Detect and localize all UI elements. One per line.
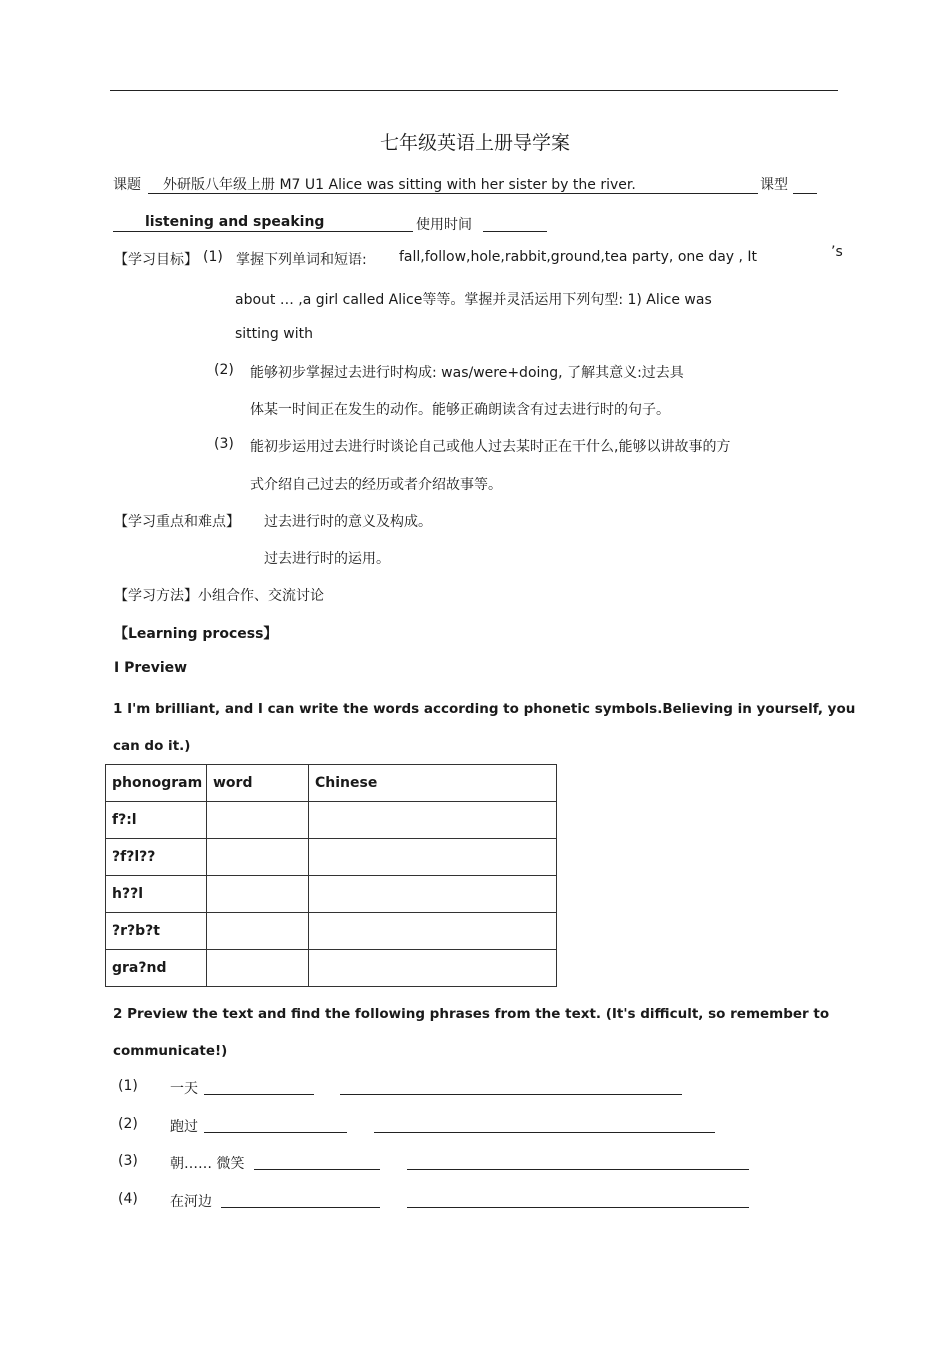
table-cell-word[interactable] <box>207 802 309 839</box>
time-label: 使用时间 <box>416 217 472 233</box>
phrase-blank[interactable] <box>254 1169 380 1170</box>
table-cell-chinese[interactable] <box>309 950 557 987</box>
table-cell-phonogram: h??l <box>106 876 207 913</box>
focus-label: 【学习重点和难点】 <box>114 514 240 530</box>
process-heading: 【Learning process】 <box>114 626 278 642</box>
preview-heading: Ⅰ Preview <box>114 660 188 676</box>
table-cell-phonogram: ?f?l?? <box>106 839 207 876</box>
table-header-row <box>106 765 557 802</box>
table-cell-word[interactable] <box>207 913 309 950</box>
table-cell-phonogram: ?r?b?t <box>106 913 207 950</box>
table-row <box>106 802 557 839</box>
goal2-line2: 体某一时间正在发生的动作。能够正确朗读含有过去进行时的句子。 <box>250 402 670 418</box>
phrase-chinese: 在河边 <box>170 1194 212 1210</box>
goal3-number: (3) <box>214 436 234 452</box>
goal2-number: (2) <box>214 362 234 378</box>
phrase-answer-blank[interactable] <box>407 1207 749 1208</box>
type-value: listening and speaking <box>145 214 325 230</box>
task1-line2: can do it.) <box>113 738 191 754</box>
topic-label: 课题 <box>113 177 141 193</box>
table-cell-word[interactable] <box>207 876 309 913</box>
goals-label: 【学习目标】 <box>114 252 198 268</box>
top-rule <box>110 90 838 91</box>
goal2-line1: 能够初步掌握过去进行时构成: was/were+doing, 了解其意义:过去具 <box>250 365 684 381</box>
table-header-phonogram: phonogram <box>106 765 207 802</box>
type-label: 课型 <box>760 177 788 193</box>
goal1-text: 掌握下列单词和短语: <box>236 252 367 268</box>
table-cell-chinese[interactable] <box>309 839 557 876</box>
focus-line2: 过去进行时的运用。 <box>264 551 390 567</box>
phrase-number: (3) <box>118 1153 138 1169</box>
task2-line2: communicate!) <box>113 1043 228 1059</box>
phrase-answer-blank[interactable] <box>407 1169 749 1170</box>
goal1-line2: about … ,a girl called Alice等等。掌握并灵活运用下列句型: 1) Alice was <box>235 292 712 308</box>
phrase-answer-blank[interactable] <box>340 1094 682 1095</box>
time-underline <box>483 231 547 232</box>
phrase-blank[interactable] <box>204 1132 347 1133</box>
phrase-number: (4) <box>118 1191 138 1207</box>
table-cell-chinese[interactable] <box>309 876 557 913</box>
task1-line1: 1 I'm brilliant, and I can write the words according to phonetic symbols.Believing in yourself, you <box>113 701 856 717</box>
topic-underline <box>148 193 758 194</box>
table-cell-word[interactable] <box>207 950 309 987</box>
phrase-chinese: 跑过 <box>170 1119 198 1135</box>
topic-value: 外研版八年级上册 M7 U1 Alice was sitting with her sister by the river. <box>163 177 636 193</box>
phrase-chinese: 朝…… 微笑 <box>170 1156 245 1172</box>
table-row <box>106 950 557 987</box>
table-cell-chinese[interactable] <box>309 802 557 839</box>
phonogram-table <box>105 764 557 987</box>
table-cell-phonogram: f?:l <box>106 802 207 839</box>
page-title: 七年级英语上册导学案 <box>379 132 570 154</box>
focus-line1: 过去进行时的意义及构成。 <box>264 514 432 530</box>
table-cell-phonogram: gra?nd <box>106 950 207 987</box>
table-cell-chinese[interactable] <box>309 913 557 950</box>
table-header-chinese: Chinese <box>309 765 557 802</box>
type-underline <box>113 231 413 232</box>
goal1-number: (1) <box>203 249 223 265</box>
phrase-number: (2) <box>118 1116 138 1132</box>
type-underline-start <box>793 193 817 194</box>
phrase-answer-blank[interactable] <box>374 1132 715 1133</box>
phrase-number: (1) <box>118 1078 138 1094</box>
phrase-chinese: 一天 <box>170 1081 198 1097</box>
method-text: 【学习方法】小组合作、交流讨论 <box>114 588 324 604</box>
table-row <box>106 839 557 876</box>
table-header-word: word <box>207 765 309 802</box>
table-row <box>106 876 557 913</box>
goal1-line3: sitting with <box>235 326 313 342</box>
goal3-line1: 能初步运用过去进行时谈论自己或他人过去某时正在干什么,能够以讲故事的方 <box>250 439 731 455</box>
task2-line1: 2 Preview the text and find the following phrases from the text. (It's difficult, so remember to <box>113 1006 830 1022</box>
goal1-apostrophe: ’s <box>831 244 843 260</box>
phrase-blank[interactable] <box>221 1207 380 1208</box>
phrase-blank[interactable] <box>204 1094 314 1095</box>
goal3-line2: 式介绍自己过去的经历或者介绍故事等。 <box>250 477 502 493</box>
table-row <box>106 913 557 950</box>
goal1-words: fall,follow,hole,rabbit,ground,tea party, one day , It <box>399 249 758 265</box>
table-cell-word[interactable] <box>207 839 309 876</box>
